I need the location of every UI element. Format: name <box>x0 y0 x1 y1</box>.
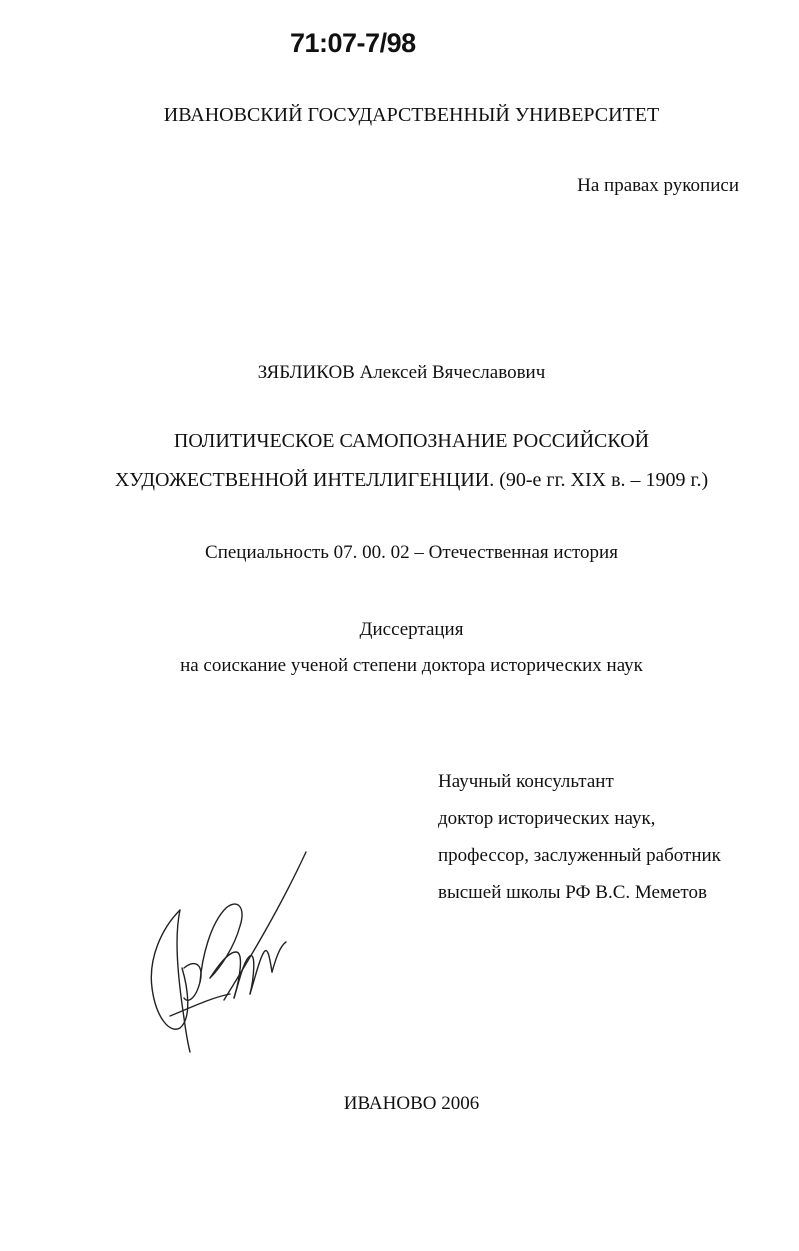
manuscript-rights-note: На правах рукописи <box>577 175 739 196</box>
title-line-1: ПОЛИТИЧЕСКОЕ САМОПОЗНАНИЕ РОССИЙСКОЙ <box>173 430 650 452</box>
university-name: ИВАНОВСКИЙ ГОСУДАРСТВЕННЫЙ УНИВЕРСИТЕТ <box>163 104 660 126</box>
dissertation-degree: на соискание ученой степени доктора исторических наук <box>180 655 643 676</box>
title-line-2: ХУДОЖЕСТВЕННОЙ ИНТЕЛЛИГЕНЦИИ. (90-е гг. XIX в. – 1909 г.) <box>114 469 709 491</box>
city-year: ИВАНОВО 2006 <box>343 1093 480 1114</box>
dissertation-label: Диссертация <box>359 619 464 640</box>
advisor-title: профессор, заслуженный работник <box>438 845 721 866</box>
scientific-advisor-block <box>438 763 721 911</box>
handwritten-signature <box>140 848 320 1058</box>
library-code: 71:07-7/98 <box>290 28 416 58</box>
author-name: ЗЯБЛИКОВ Алексей Вячеславович <box>257 362 546 383</box>
specialty: Специальность 07. 00. 02 – Отечественная история <box>205 542 618 563</box>
advisor-role: Научный консультант <box>438 771 614 792</box>
advisor-degree: доктор исторических наук, <box>438 808 656 829</box>
advisor-name: высшей школы РФ В.С. Меметов <box>438 882 707 903</box>
